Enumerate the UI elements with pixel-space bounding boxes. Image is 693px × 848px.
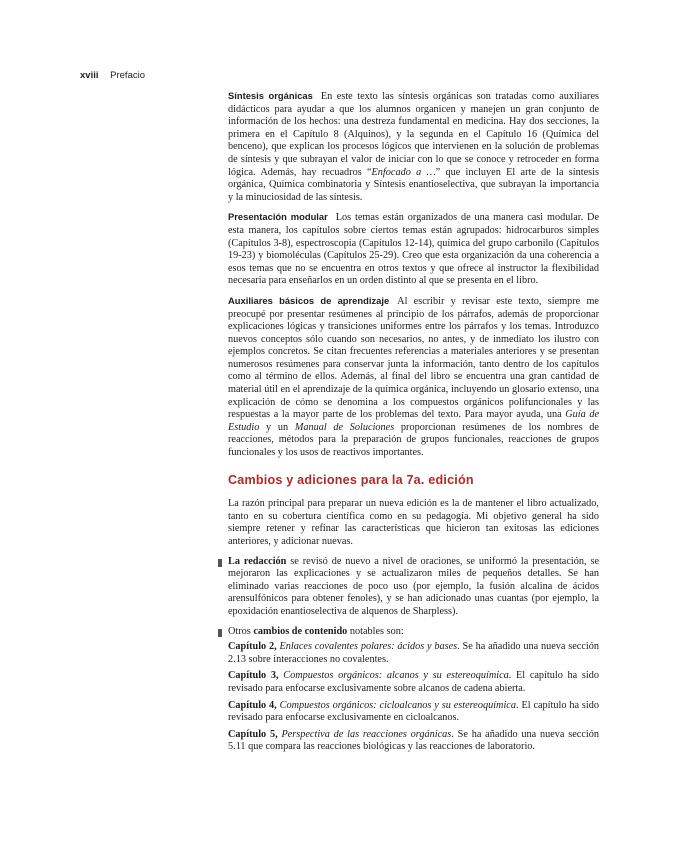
bullet-cambios-bold: cambios de contenido [253,625,348,637]
presentacion-body: Los temas están organizados de una manera casi modular. De esta manera, los capítulos sobre ciertos temas están agrupados: hidrocarburos simples (Capítulos 3-8), espectroscopia (Capítulos 12-14), química del grupo carbonilo (Capítulos 19-23) y biomoléculas (Capítulos 25-29). Creo que esta organización da una coherencia a esos temas que no se encuentra en otros textos y que ofrece al instructor la flexibilidad necesaria para enseñarlos en un orden distinto al que se presenta en el libro. [228,212,599,287]
chapter-desc: . Se ha añadido una nueva sección 5.11 que compara las reacciones biológicas y las reacciones de laboratorio. [228,728,600,753]
bullet-cambios-contenido [228,626,599,639]
runin-head-presentacion: Presentación modular [228,211,328,223]
chapter-desc: . Se ha añadido una nueva sección 2.13 sobre interacciones no covalentes. [228,641,599,665]
chapter-desc: . El capítulo ha sido revisado para enfocarse exclusivamente sobre alcanos de cadena abierta. [228,670,600,694]
running-head-title: Prefacio [110,70,145,81]
auxiliares-manual: Manual de Soluciones [294,421,395,433]
auxiliares-y-un: y un [259,421,295,433]
bullet-redaccion-bold: La redacción [228,555,287,567]
section-title-cambios: Cambios y adiciones para la 7a. edición [228,472,474,487]
bullet-cambios-post: notables son: [347,625,404,637]
bullet-redaccion-text: se revisó de nuevo a nivel de oraciones, se uniformó la presentación, se mejoraron las explicaciones y se actualizaron miles de pequeños detalles. Se han eliminado varias reacciones de poco uso (por ejemplo, la fusión alcalina de ácidos arensulfónicos para obtener fenoles), y se han adicionado unas cuantas (por ejemplo, la epoxidación enantioselectiva de alquenos de Sharpless). [228,555,599,617]
bullet-marker [218,629,222,637]
chapter-title: Compuestos orgánicos: alcanos y su estereoquímica [283,670,509,682]
paragraph-sintesis [228,90,599,204]
runin-head-sintesis: Síntesis orgánicas [228,90,313,101]
auxiliares-body-b: proporcionan resúmenes de los nombres de reacciones, métodos para la preparación de grupos funcionales, reacciones de grupos funcionales y los usos de reactivos importantes. [228,421,599,459]
paragraph-auxiliares [228,295,599,460]
chapter-desc: . El capítulo ha sido revisado para enfocarse exclusivamente en cicloalcanos. [228,699,600,724]
bullet-redaccion [228,556,599,619]
auxiliares-guia: Guía de Estudio [228,409,599,433]
chapter-number: Capítulo 4, [228,699,277,711]
bullet-cambios-pre: Otros [228,625,254,637]
chapter-number: Capítulo 3, [228,670,279,682]
page-number: xviii [80,70,99,81]
chapter-number: Capítulo 5, [228,728,278,740]
chapter-change-4 [228,700,599,725]
sintesis-enfocado: Enfocado a … [371,166,436,178]
sintesis-body-a: En este texto las síntesis orgánicas son tratadas como auxiliares didácticos para ayudar a que los alumnos organicen y manejen un gran conjunto de información de los hechos: una destreza fundamental en medicina. Hay dos secciones, la primera en el Capítulo 8 (Alquinos), y la segunda en el Capítulo 16 (Química del benceno), que explican los procesos lógicos que intervienen en la solución de problemas de síntesis y que subrayan el valor de iniciar con lo que se conoce y retroceder en forma lógica. Además, hay recuadros “ [228,91,599,178]
running-head [80,70,145,81]
paragraph-presentacion [228,211,599,288]
chapter-change-2 [228,641,599,666]
paragraph-cambios-intro: La razón principal para preparar un nueva edición es la de mantener el libro actualizado, tanto en su cobertura científica como en su pedagogía. Mi objetivo general ha sido siempre retener y refinar las características que hicieron tan exitosas las ediciones anteriores, y adicionar nuevas. [228,498,599,547]
chapter-change-5 [228,729,599,754]
text-column [228,90,599,758]
chapter-change-3 [228,670,599,695]
auxiliares-body-a: Al escribir y revisar este texto, siempre me preocupé por presentar resúmenes al principio de los párrafos, además de proporcionar explicaciones lógicas y transiciones uniformes entre los párrafos y los temas. Introduzco nuevos conceptos sólo cuando son necesarios, no antes, y de inmediato los ilustro con ejemplos concretos. Se citan frecuentes referencias a materiales anteriores y se presentan numerosos resúmenes para conservar junta la información, tanto dentro de los capítulos como al término de ellos. Además, al final del libro se encuentra una gran cantidad de material útil en el aprendizaje de la química orgánica, incluyendo un glosario extenso, una explicación de cómo se denomina a los compuestos orgánicos polifuncionales y las respuestas a la mayor parte de los problemas del texto. Para mayor ayuda, una [228,295,599,421]
chapter-title: Enlaces covalentes polares: ácidos y bases [279,641,458,653]
chapter-title: Compuestos orgánicos: cicloalcanos y su estereoquímica [279,699,516,711]
chapter-number: Capítulo 2, [228,641,277,653]
bullet-marker [218,559,222,567]
sintesis-body-b: ” que incluyen El arte de la síntesis orgánica, Química combinatoria y Síntesis enantioselectiva, que subrayan la importancia y la minuciosidad de las síntesis. [228,166,599,203]
runin-head-auxiliares: Auxiliares básicos de aprendizaje [228,294,390,306]
chapter-title: Perspectiva de las reacciones orgánicas [281,728,452,740]
